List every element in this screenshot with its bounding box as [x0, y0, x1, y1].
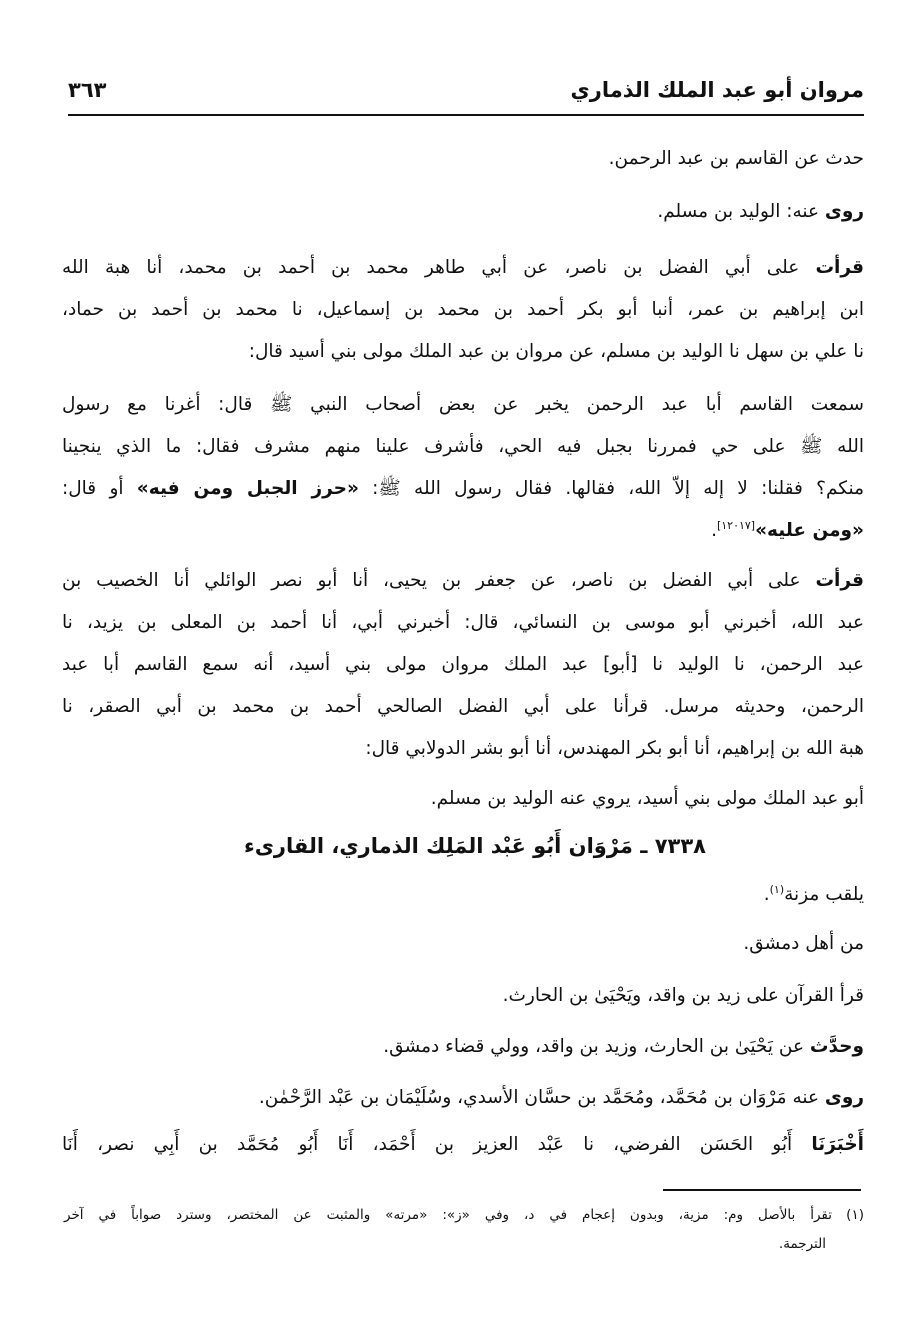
text-line: «ومن عليه»[١٢٠١٧]. [711, 518, 864, 541]
footnote-text: الترجمة. [778, 1236, 826, 1252]
text-line: الله ﷺ على حي فمررنا بجبل فيه الحي، فأشرف علينا منهم مشرف فقال: ما الذي ينجينا [62, 436, 864, 457]
header-rule [68, 114, 864, 116]
text-line: أبو عبد الملك مولى بني أسيد، يروي عنه الوليد بن مسلم. [430, 788, 864, 809]
page-number: ٣٦٣ [68, 78, 107, 102]
text-line: أَخْبَرَنَا أَبُو الحَسَن الفرضي، نا عَبْد العزيز بن أَحْمَد، أَنَا أَبُو مُحَمَّد بن أَبِي نصر، أَنَا [62, 1134, 864, 1155]
running-title: مروان أبو عبد الملك الذماري [570, 78, 864, 102]
text-line: روى عنه مَرْوَان بن مُحَمَّد، ومُحَمَّد بن حسَّان الأسدي، وسُلَيْمَان بن عَبْد الرَّحْمٰن. [258, 1087, 864, 1108]
text-line: عبد الله، أخبرني أبو موسى بن النسائي، قال: أخبرني أبي، أنا أحمد بن المعلى بن يزيد، نا [62, 612, 864, 633]
text-line: قرأت على أبي الفضل بن ناصر، عن أبي طاهر محمد بن أحمد بن محمد، أنا هبة الله [62, 257, 864, 278]
text-line: الرحمن، وحديثه مرسل. قرأنا على أبي الفضل الصالحي أحمد بن محمد بن أبي الصقر، نا [62, 696, 864, 717]
text-line: من أهل دمشق. [743, 933, 864, 954]
text-line: وحدَّث عن يَحْيَىٰ بن الحارث، وزيد بن واقد، وولي قضاء دمشق. [383, 1036, 864, 1057]
text-line: سمعت القاسم أبا عبد الرحمن يخبر عن بعض أصحاب النبي ﷺ قال: أغرنا مع رسول [62, 394, 864, 415]
page-header [68, 68, 864, 112]
entry-heading: ٧٣٣٨ ـ مَرْوَان أَبُو عَبْد المَلِك الذماري، القارىء [243, 834, 706, 858]
text-line: ابن إبراهيم بن عمر، أنبا أبو بكر أحمد بن محمد بن إسماعيل، نا محمد بن أحمد بن حماد، [62, 299, 864, 320]
reference-number: [١٢٠١٧] [716, 518, 756, 532]
footnote-mark: (١) [846, 1207, 864, 1223]
text-line: يلقب مزنة$^{(١)}$. [763, 882, 864, 905]
text-line: منكم؟ فقلنا: لا إله إلاّ الله، فقالها. فقال رسول الله ﷺ: «حرز الجبل ومن فيه» أو قال: [62, 478, 864, 499]
text-line: روى عنه: الوليد بن مسلم. [657, 201, 864, 222]
footnote-text: تقرأ بالأصل وم: مزية، وبدون إعجام في د، وفي «ز»: «مرته» والمثبت عن المختصر، وسترد صواباً في آخر [64, 1207, 832, 1223]
text-line: قرأت على أبي الفضل بن ناصر، عن جعفر بن يحيى، أنا أبو نصر الوائلي أنا الخصيب بن [62, 570, 864, 591]
text-line: هبة الله بن إبراهيم، أنا أبو بكر المهندس، أنا أبو بشر الدولابي قال: [365, 738, 864, 759]
text-line: قرأ القرآن على زيد بن واقد، ويَحْيَىٰ بن الحارث. [502, 985, 864, 1006]
text-line: عبد الرحمن، نا الوليد نا [أبو] عبد الملك مروان مولى بني أسيد، أنه سمع القاسم أبا عبد [62, 654, 864, 675]
footnote-reference[interactable]: (١) [769, 882, 785, 896]
text-line: حدث عن القاسم بن عبد الرحمن. [608, 148, 864, 169]
text-line: نا علي بن سهل نا الوليد بن مسلم، عن مروان بن عبد الملك مولى بني أسيد قال: [248, 341, 864, 362]
footnote-rule [663, 1189, 861, 1191]
